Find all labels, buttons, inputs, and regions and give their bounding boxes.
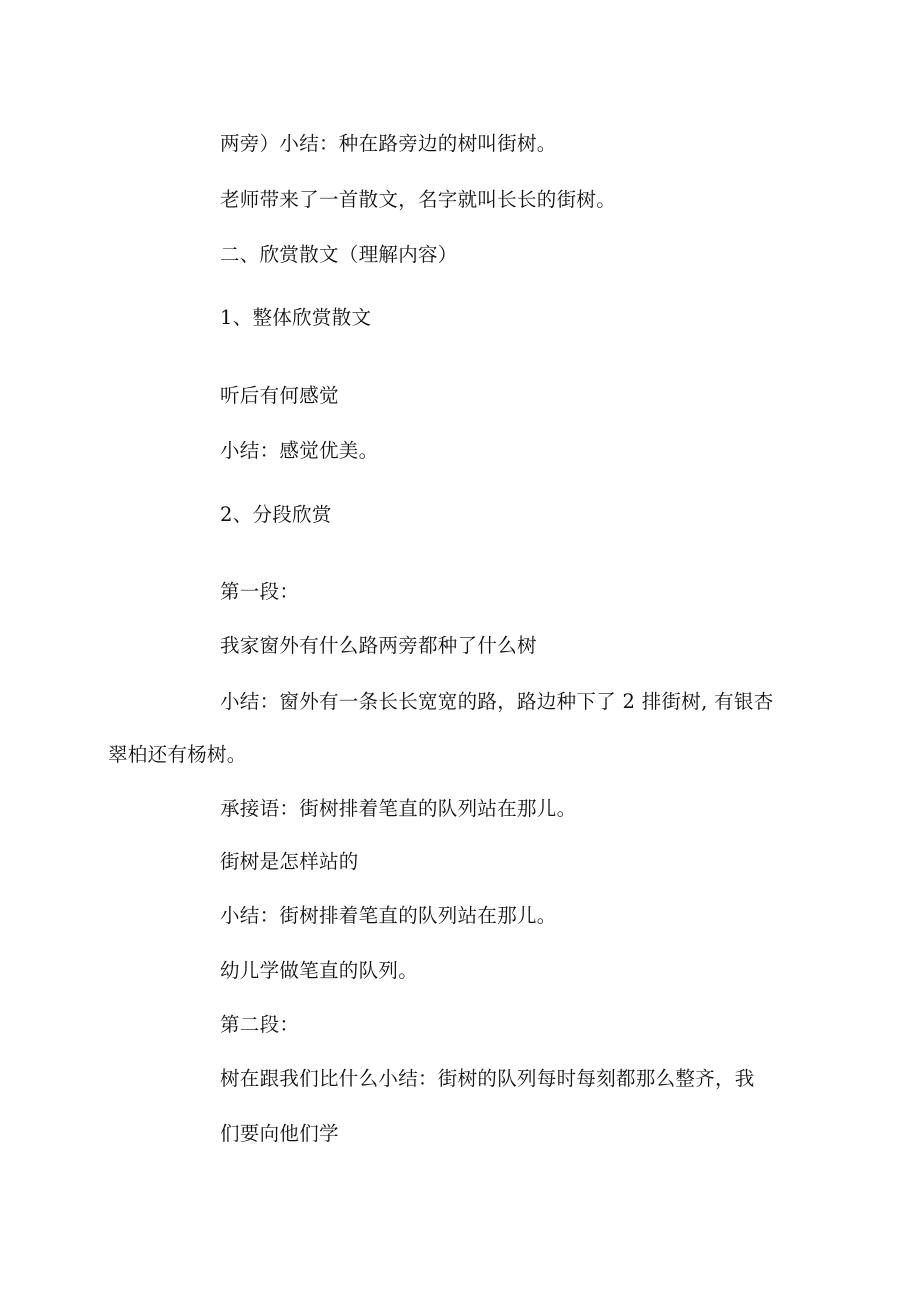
section-heading: 二、欣赏散文（理解内容） (220, 243, 458, 266)
subsection-heading: 2、分段欣赏 (220, 503, 332, 526)
text-line: 老师带来了一首散文，名字就叫长长的街树。 (220, 188, 617, 211)
text-line: 树在跟我们比什么小结：街树的队列每时每刻都那么整齐，我 (220, 1067, 755, 1090)
text-line: 两旁）小结：种在路旁边的树叫街树。 (220, 132, 557, 155)
paragraph-label: 第一段： (220, 580, 300, 603)
text-line: 们要向他们学 (220, 1122, 339, 1145)
subsection-heading: 1、整体欣赏散文 (220, 306, 372, 329)
paragraph-label: 第二段： (220, 1013, 300, 1036)
text-line: 街树是怎样站的 (220, 850, 359, 873)
text-line: 承接语：街树排着笔直的队列站在那儿。 (220, 797, 577, 820)
text-line: 小结：窗外有一条长长宽宽的路，路边种下了 2 排街树, 有银杏 (220, 690, 774, 713)
text-line: 我家窗外有什么路两旁都种了什么树 (220, 634, 537, 657)
text-line: 小结：感觉优美。 (220, 439, 379, 462)
text-line: 小结：街树排着笔直的队列站在那儿。 (220, 904, 557, 927)
text-line: 听后有何感觉 (220, 384, 339, 407)
text-line: 幼儿学做笔直的队列。 (220, 959, 419, 982)
text-line: 翠柏还有杨树。 (108, 743, 247, 766)
